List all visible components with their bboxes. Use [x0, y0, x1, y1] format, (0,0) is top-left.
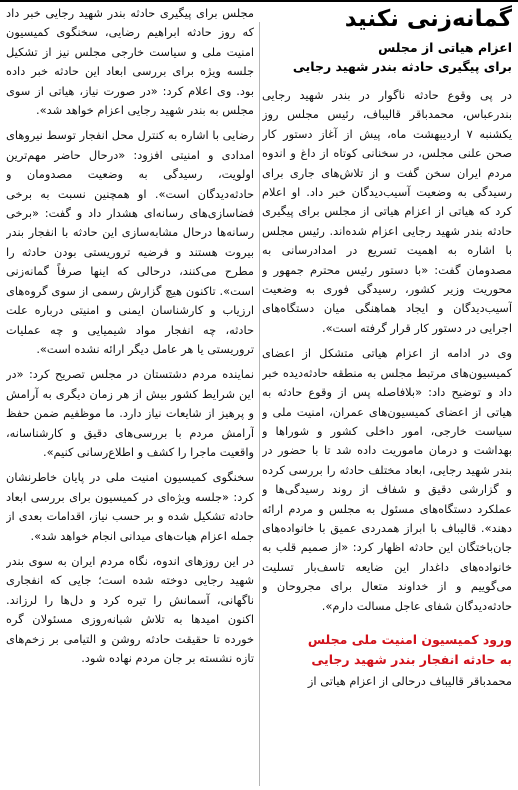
article-headline: گمانه‌زنی نکنید: [344, 6, 512, 32]
body-paragraph: نماینده مردم دشتستان در مجلس تصریح کرد: «در این شرایط کشور بیش از هر زمان دیگری به آرامش و پرهیز از شایعات نیاز دارد. ما موظفیم ضمن حفظ آرامش مردم با بررسی‌های دقیق و کارشناسانه، واقعیت ماجرا را کشف و اطلاع‌رسانی کنیم».: [6, 367, 254, 459]
body-paragraph: رضایی با اشاره به کنترل محل انفجار توسط نیروهای امدادی و امنیتی افزود: «درحال حاضر مهم‌ترین اولویت، رسیدگی به وضعیت مصدومان و حادثه‌دیدگان است». او همچنین نسبت به برخی فضاسازی‌های رسانه‌ای هشدار داد و گفت: «برخی رسانه‌ها درحال مشابه‌سازی این حادثه با انفجار بندر بیروت هستند و فرضیه تروریستی بودن حادثه را مطرح می‌کنند، درحالی که اینها صرفاً گمانه‌زنی است». تاکنون هیچ گزارش رسمی از سوی گروه‌های ارزیاب و کارشناسان ایمنی و امنیتی درباره علت حادثه، چه انفجار مواد شیمیایی و چه عملیات تروریستی یا هر عامل دیگر ارائه نشده است».: [6, 128, 254, 356]
body-paragraph: محمدباقر قالیباف درحالی از اعزام هیاتی از: [307, 673, 512, 688]
left-column: [6, 4, 254, 790]
article-subhead: [262, 38, 512, 76]
section-heading: [262, 630, 512, 670]
section-heading-line-1: ورود کمیسیون امنیت ملی مجلس: [307, 631, 512, 647]
body-paragraph: وی در ادامه از اعزام هیاتی متشکل از اعضای کمیسیون‌های مرتبط مجلس به منطقه حادثه‌دیده خبر داد و توضیح داد: «بلافاصله پس از وقوع حادثه به هیاتی از اعضای کمیسیون‌های عمران، امنیت ملی و سیاست خارجی، امور داخلی کشور و شوراها و بهداشت و درمان ماموریت داده شد تا با حضور در بندر شهید رجایی، ابعاد مختلف حادثه را بررسی کرده و گزارشی دقیق و شفاف از روند رسیدگی‌ها و عملکرد دستگاه‌های مسئول به مجلس و مردم ارائه دهند». قالیباف با ابراز همدردی عمیق با خانواده‌های جان‌باختگان این حادثه اظهار کرد: «از صمیم قلب به خانواده‌های داغدار این ضایعه تاسف‌بار تسلیت می‌گوییم و از خداوند متعال برای مجروحان و حادثه‌دیدگان شفای عاجل مسالت دارم».: [262, 346, 512, 613]
body-paragraph: سخنگوی کمیسیون امنیت ملی در پایان خاطرنشان کرد: «جلسه ویژه‌ای در کمیسیون برای بررسی ابعاد حادثه تشکیل شده و بر حسب نیاز، اقدامات بعدی از جمله اعزام هیات‌های میدانی انجام خواهد شد».: [6, 470, 254, 543]
section-heading-line-2: به حادثه انفجار بندر شهید رجایی: [311, 651, 512, 667]
subhead-line-1: اعزام هیاتی از مجلس: [378, 40, 512, 55]
body-paragraph: در این روزهای اندوه، نگاه مردم ایران به سوی بندر شهید رجایی دوخته شده است؛ جایی که انفجاری ناگهانی، آسمانش را تیره کرد و دل‌ها را لرزاند. اکنون امیدها به تلاش شبانه‌روزی مسئولان گره خورده تا حقیقت حادثه روشن و التیامی بر زخم‌های تازه نشسته بر جان مردم نهاده شود.: [6, 553, 254, 665]
body-paragraph: مجلس برای پیگیری حادثه بندر شهید رجایی خبر داد که روز حادثه ابراهیم رضایی، سخنگوی کمیسیون امنیت ملی و سیاست خارجی مجلس نیز از تشکیل جلسه ویژه برای بررسی ابعاد این حادثه خبر داده بود. وی اعلام کرد: «در صورت نیاز، هیاتی از سوی مجلس به بندر شهید رجایی اعزام خواهد شد».: [6, 6, 254, 118]
body-paragraph: در پی وقوع حادثه ناگوار در بندر شهید رجایی بندرعباس، محمدباقر قالیباف، رئیس مجلس روز یکشنبه ۷ اردیبهشت ماه، پیش از آغاز دستور کار صحن علنی مجلس، در سخنانی کوتاه از داغ و اندوه مردم ایران سخن گفت و از تلاش‌های جاری برای رسیدگی به وضعیت آسیب‌دیدگان خبر داد. او اعلام کرد که هیاتی از اعزام هیاتی از مجلس برای پیگیری حادثه بندر شهید رجایی اعزام شده‌اند. رئیس مجلس با اشاره به اهمیت تسریع در امدادرسانی به مصدومان گفت: «با دستور رئیس محترم جمهور و محوریت وزیر کشور، رسیدگی فوری به وضعیت آسیب‌دیدگان و ایجاد هماهنگی میان دستگاه‌های اجرایی در دستور کار قرار گرفته است».: [262, 88, 512, 335]
top-rule: [0, 0, 518, 2]
right-column: [262, 4, 512, 790]
subhead-line-2: برای پیگیری حادثه بندر شهید رجایی: [292, 59, 512, 74]
column-divider: [259, 22, 260, 786]
